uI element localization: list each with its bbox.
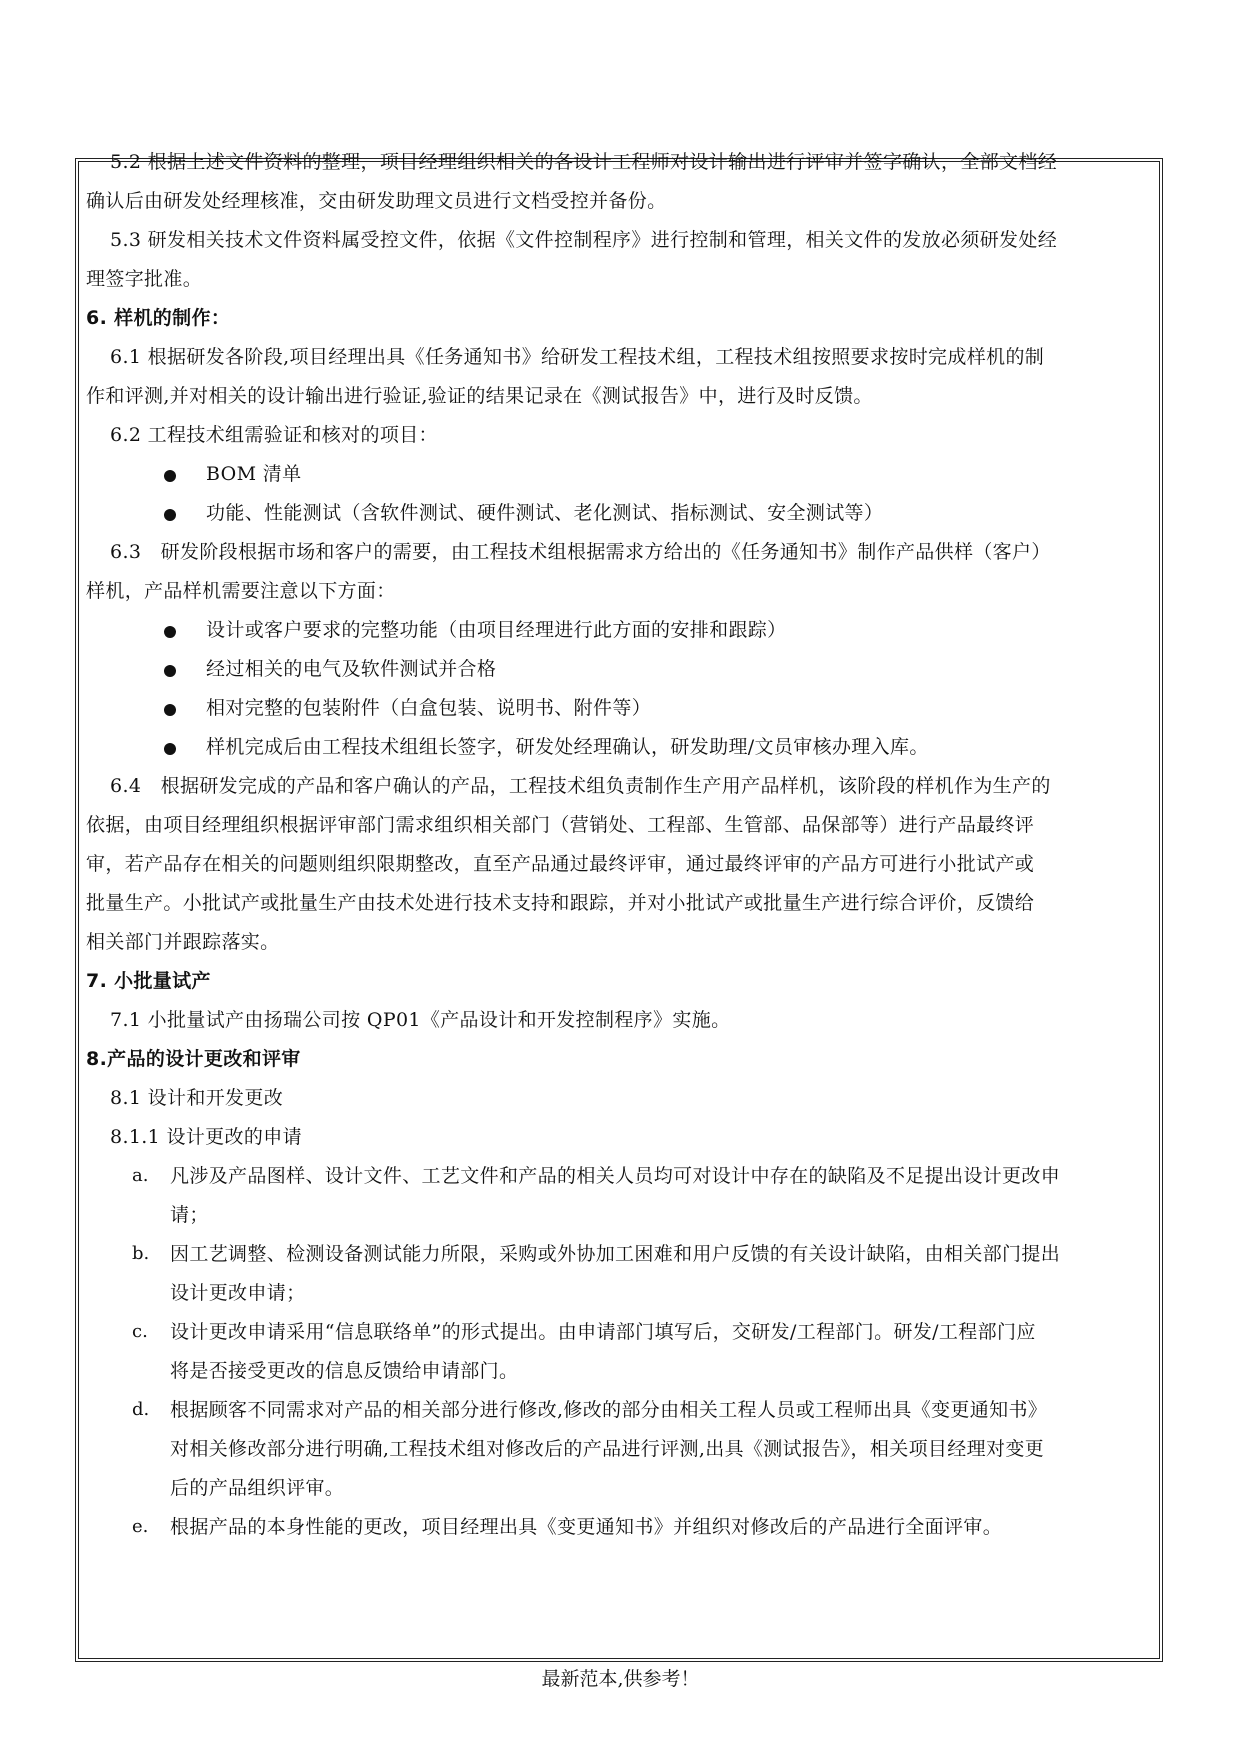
list-marker-a: a. <box>132 1165 149 1186</box>
section-6-1-line-2: 作和评测,并对相关的设计输出进行验证,验证的结果记录在《测试报告》中，进行及时反馈。 <box>86 385 873 407</box>
section-5-2-line-1: 5.2 根据上述文件资料的整理，项目经理组织相关的各设计工程师对设计输出进行评审并签字确认，全部文档经 <box>110 151 1058 173</box>
item-a-line-2: 请； <box>170 1204 209 1226</box>
list-marker-b: b. <box>132 1243 150 1264</box>
bullet-6-3-2: 经过相关的电气及软件测试并合格 <box>206 658 497 680</box>
heading-8: 8.产品的设计更改和评审 <box>86 1048 301 1070</box>
section-6-1-line-1: 6.1 根据研发各阶段,项目经理出具《任务通知书》给研发工程技术组，工程技术组按照要求按时完成样机的制 <box>110 346 1045 368</box>
page-footer: 最新范本,供参考！ <box>541 1668 700 1690</box>
bullet-6-3-4: 样机完成后由工程技术组组长签字，研发处经理确认，研发助理/文员审核办理入库。 <box>206 736 929 758</box>
list-marker-c: c. <box>132 1321 148 1342</box>
section-6-4-line-3: 审，若产品存在相关的问题则组织限期整改，直至产品通过最终评审，通过最终评审的产品方可进行小批试产或 <box>86 853 1035 875</box>
section-6-3-line-2: 样机，产品样机需要注意以下方面： <box>86 580 396 602</box>
section-6-3-line-1: 6.3 研发阶段根据市场和客户的需要，由工程技术组根据需求方给出的《任务通知书》制作产品供样（客户） <box>110 541 1051 563</box>
item-e-line-1: 根据产品的本身性能的更改，项目经理出具《变更通知书》并组织对修改后的产品进行全面评审。 <box>170 1516 1003 1538</box>
bullet-icon <box>164 509 176 521</box>
item-c-line-2: 将是否接受更改的信息反馈给申请部门。 <box>170 1360 519 1382</box>
section-7-1: 7.1 小批量试产由扬瑞公司按 QP01《产品设计和开发控制程序》实施。 <box>110 1009 731 1031</box>
bullet-icon <box>164 743 176 755</box>
bullet-icon <box>164 626 176 638</box>
bullet-6-2-2: 功能、性能测试（含软件测试、硬件测试、老化测试、指标测试、安全测试等） <box>206 502 884 524</box>
bullet-icon <box>164 665 176 677</box>
bullet-6-2-1: BOM 清单 <box>206 463 302 485</box>
section-5-2-line-2: 确认后由研发处经理核准，交由研发助理文员进行文档受控并备份。 <box>86 190 667 212</box>
heading-7: 7. 小批量试产 <box>86 970 211 992</box>
bullet-6-3-3: 相对完整的包装附件（白盒包装、说明书、附件等） <box>206 697 652 719</box>
section-8-1-1: 8.1.1 设计更改的申请 <box>110 1126 302 1148</box>
section-6-2: 6.2 工程技术组需验证和核对的项目： <box>110 424 438 446</box>
item-d-line-3: 后的产品组织评审。 <box>170 1477 345 1499</box>
bullet-6-3-1: 设计或客户要求的完整功能（由项目经理进行此方面的安排和跟踪） <box>206 619 787 641</box>
bullet-icon <box>164 470 176 482</box>
section-5-3-line-2: 理签字批准。 <box>86 268 203 290</box>
item-d-line-2: 对相关修改部分进行明确,工程技术组对修改后的产品进行评测,出具《测试报告》，相关项目经理对变更 <box>170 1438 1045 1460</box>
section-6-4-line-4: 批量生产。小批试产或批量生产由技术处进行技术支持和跟踪，并对小批试产或批量生产进行综合评价，反馈给 <box>86 892 1035 914</box>
item-b-line-1: 因工艺调整、检测设备测试能力所限，采购或外协加工困难和用户反馈的有关设计缺陷，由相关部门提出 <box>170 1243 1061 1265</box>
list-marker-e: e. <box>132 1516 149 1537</box>
item-a-line-1: 凡涉及产品图样、设计文件、工艺文件和产品的相关人员均可对设计中存在的缺陷及不足提出设计更改申 <box>170 1165 1061 1187</box>
item-c-line-1: 设计更改申请采用“信息联络单”的形式提出。由申请部门填写后，交研发/工程部门。研发/工程部门应 <box>170 1321 1036 1343</box>
section-8-1: 8.1 设计和开发更改 <box>110 1087 284 1109</box>
section-6-4-line-1: 6.4 根据研发完成的产品和客户确认的产品，工程技术组负责制作生产用产品样机，该阶段的样机作为生产的 <box>110 775 1051 797</box>
list-marker-d: d. <box>132 1399 150 1420</box>
section-6-4-line-2: 依据，由项目经理组织根据评审部门需求组织相关部门（营销处、工程部、生管部、品保部等）进行产品最终评 <box>86 814 1035 836</box>
item-b-line-2: 设计更改申请； <box>170 1282 306 1304</box>
section-5-3-line-1: 5.3 研发相关技术文件资料属受控文件，依据《文件控制程序》进行控制和管理，相关文件的发放必须研发处经 <box>110 229 1058 251</box>
bullet-icon <box>164 704 176 716</box>
item-d-line-1: 根据顾客不同需求对产品的相关部分进行修改,修改的部分由相关工程人员或工程师出具《变更通知书》 <box>170 1399 1048 1421</box>
section-6-4-line-5: 相关部门并跟踪落实。 <box>86 931 280 953</box>
heading-6: 6. 样机的制作： <box>86 307 231 329</box>
